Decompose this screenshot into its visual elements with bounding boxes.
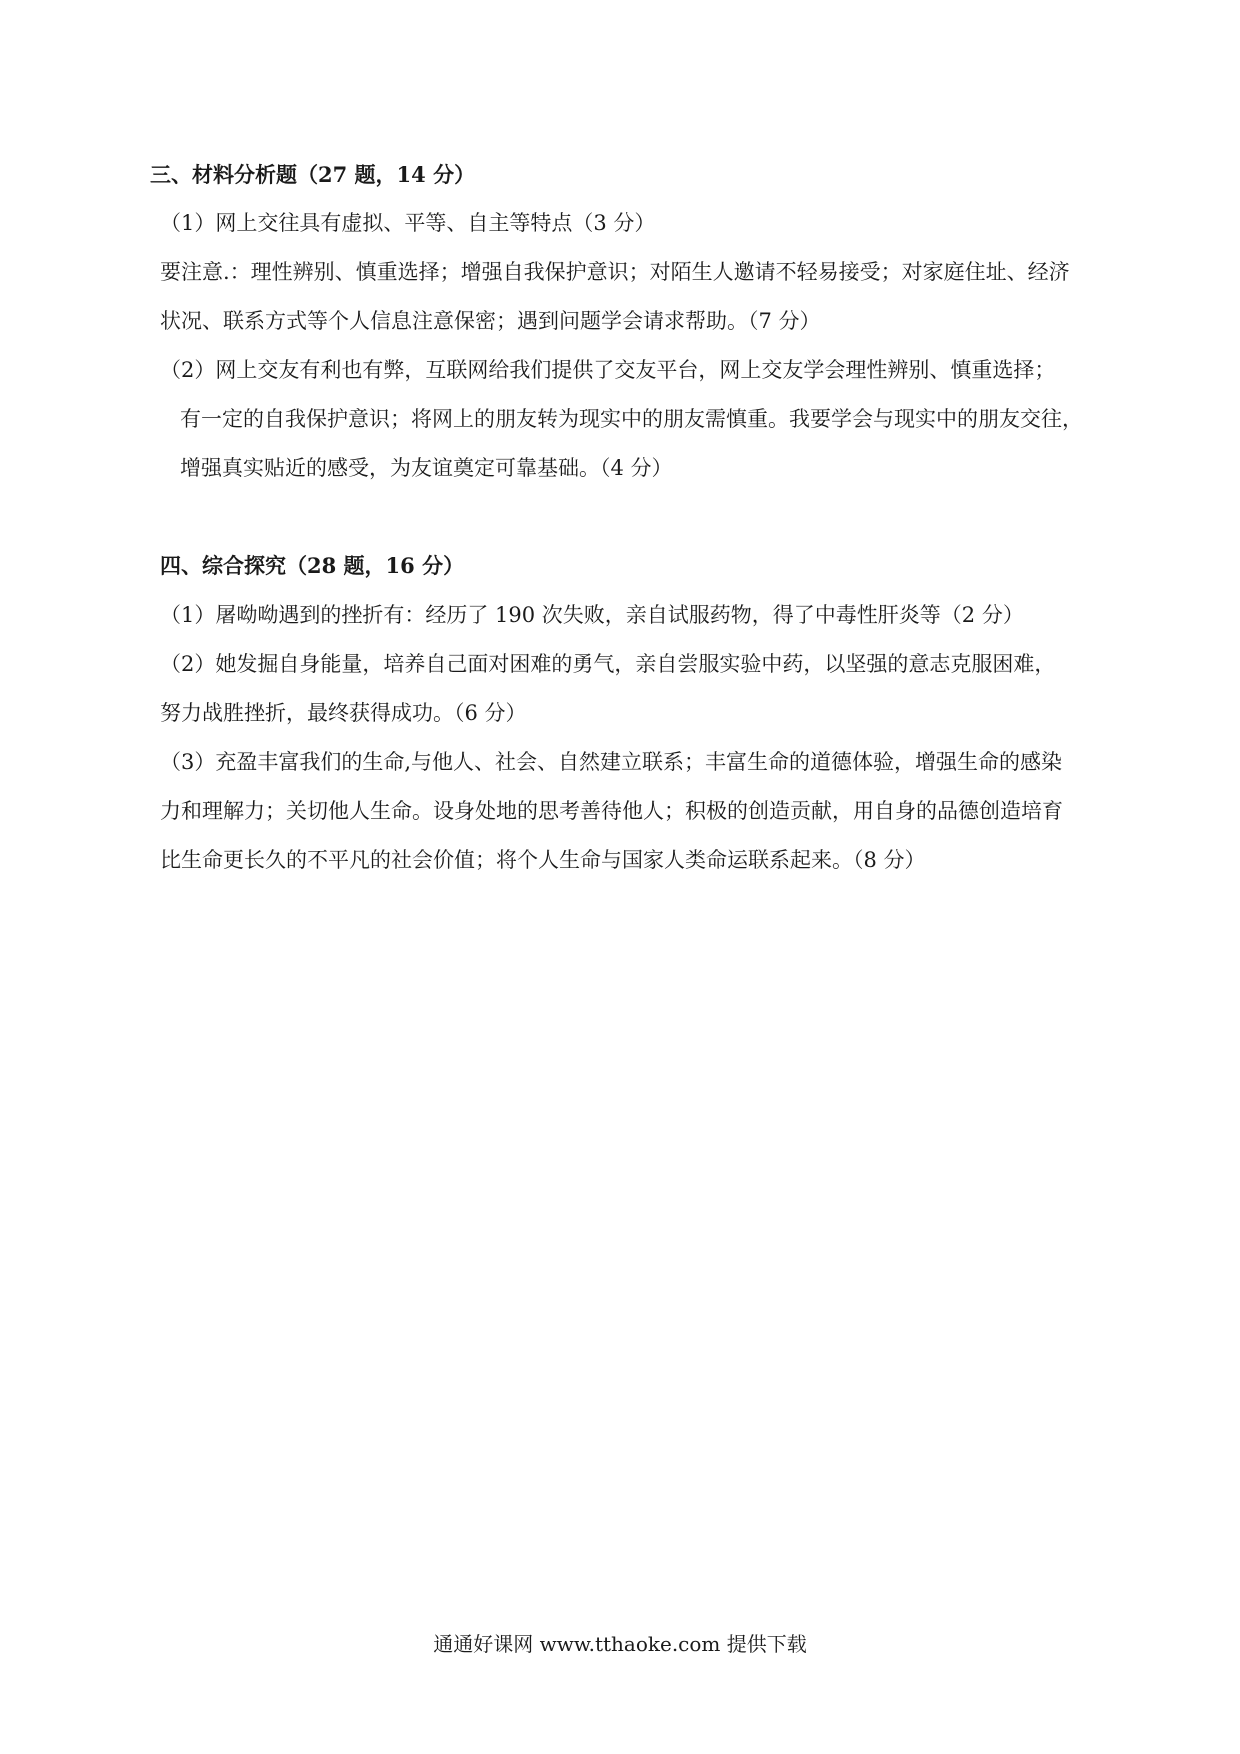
section-4-line: 努力战胜挫折，最终获得成功。（6 分） [160,701,527,725]
page-footer: 通通好课网 www.tthaoke.com 提供下载 [433,1632,807,1656]
section-4-line: 力和理解力；关切他人生命。设身处地的思考善待他人；积极的创造贡献，用自身的品德创造培育 [160,799,1063,823]
section-3-line: 状况、联系方式等个人信息注意保密；遇到问题学会请求帮助。（7 分） [160,309,821,333]
section-4-line: （1）屠呦呦遇到的挫折有：经历了 190 次失败，亲自试服药物，得了中毒性肝炎等（2 分） [160,603,1024,627]
section-3-line: （1）网上交往具有虚拟、平等、自主等特点（3 分） [160,211,656,235]
section-4-heading: 四、综合探究（28 题，16 分） [160,553,465,578]
section-3-heading: 三、材料分析题（27 题，14 分） [150,162,476,187]
section-4-line: （3）充盈丰富我们的生命,与他人、社会、自然建立联系；丰富生命的道德体验，增强生命的感染 [160,750,1063,774]
section-3-line: 有一定的自我保护意识；将网上的朋友转为现实中的朋友需慎重。我要学会与现实中的朋友交往， [180,407,1083,431]
section-4-line: （2）她发掘自身能量，培养自己面对困难的勇气，亲自尝服实验中药，以坚强的意志克服困难， [160,652,1056,676]
section-3-line: 增强真实贴近的感受，为友谊奠定可靠基础。（4 分） [180,456,673,480]
section-3-line: （2）网上交友有利也有弊，互联网给我们提供了交友平台，网上交友学会理性辨别、慎重选择； [160,358,1056,382]
section-4-line: 比生命更长久的不平凡的社会价值；将个人生命与国家人类命运联系起来。（8 分） [160,848,926,872]
section-3-line: 要注意.：理性辨别、慎重选择；增强自我保护意识；对陌生人邀请不轻易接受；对家庭住址、经济 [160,260,1070,284]
